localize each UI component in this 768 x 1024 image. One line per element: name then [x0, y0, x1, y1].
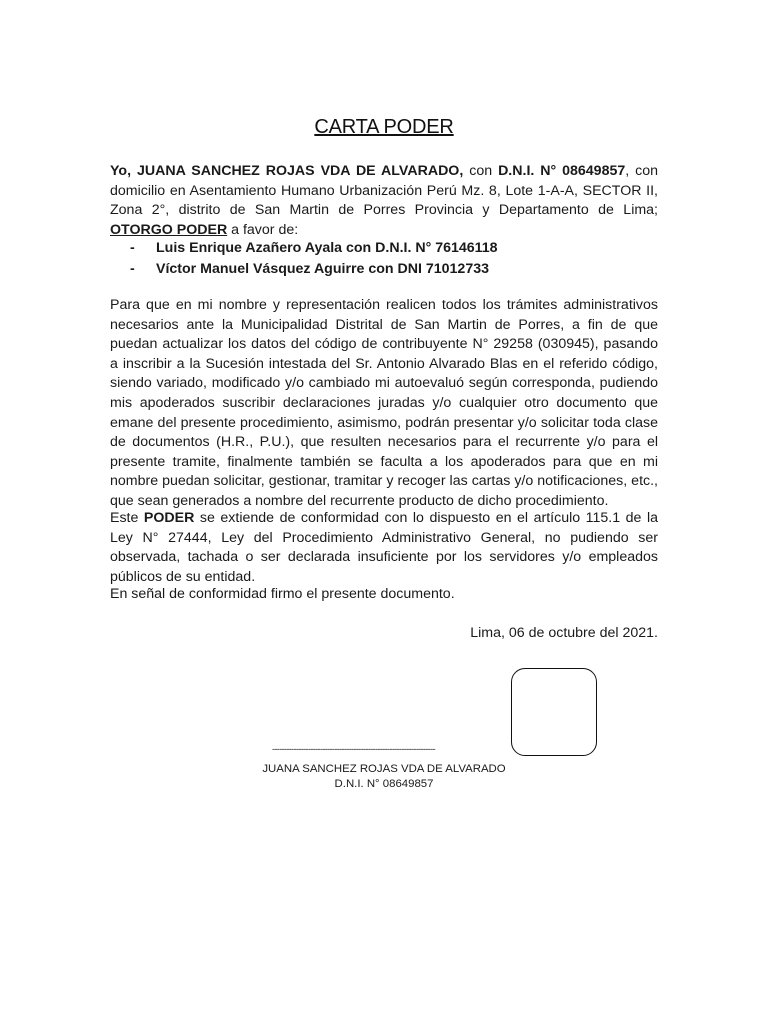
conformity-paragraph: En señal de conformidad firmo el presente documento.: [110, 586, 455, 602]
grantor-dni: D.N.I. N° 08649857: [498, 163, 626, 179]
intro-address: , con domicilio en Asentamiento Humano Urbanización Perú Mz. 8, Lote 1-A-A, SECTOR II, Zona 2°, distrito de San Martin de Porres Provincia y Departamento de Lima;: [110, 163, 659, 219]
otorgo-poder: OTORGO PODER: [110, 221, 228, 238]
signature-block: [0, 762, 768, 792]
p2-no-observada: no pudiendo ser observada, tachada o ser declarada insuficiente por los servidores y/o empleados públicos de su entidad.: [110, 529, 658, 585]
signer-name: JUANA SANCHEZ ROJAS VDA DE ALVARADO: [262, 763, 506, 775]
intro-con: con: [463, 163, 499, 179]
list-item: [130, 238, 498, 259]
p2-este: Este: [110, 510, 144, 526]
p2-law: se extiende de conformidad con lo dispuesto en el artículo 115.1 de la Ley N° 27444, Ley del Procedimiento Administrativo General,: [110, 510, 658, 546]
list-dash: -: [130, 261, 135, 277]
place-date: Lima, 06 de octubre del 2021.: [470, 625, 658, 641]
intro-paragraph: [110, 162, 658, 240]
signature-line: --------------------------------------------------------------------: [272, 744, 436, 754]
attorney-2: Víctor Manuel Vásquez Aguirre con DNI 71012733: [156, 261, 489, 277]
attorney-1: Luis Enrique Azañero Ayala con D.N.I. N° 76146118: [156, 240, 498, 256]
powers-paragraph: Para que en mi nombre y representación realicen todos los trámites administrativos necesarios ante la Municipalidad Distrital de San Martin de Porres, a fin de que puedan actualizar los datos del código de contribuyente N° 29258 (030945), pasando a inscribir a la Sucesión intestada del Sr. Antonio Alvarado Blas en el referido código, siendo variado, modificado y/o cambiado mi autoevaluó según corresponda, pudiendo mis apoderados suscribir declaraciones juradas y/o cualquier otro documento que emane del presente procedimiento, asimismo, podrán presentar y/o solicitar toda clase de documentos (H.R., P.U.), que resulten necesarios para el recurrente y/o para el presente tramite, finalmente también se faculta a los apoderados para que en mi nombre puedan solicitar, gestionar, tramitar y recoger las cartas y/o notificaciones, etc., que sean generados a nombre del recurrente producto de dicho procedimiento.: [110, 297, 658, 509]
p2-poder: PODER: [143, 510, 195, 526]
document-title: CARTA PODER: [314, 116, 454, 138]
attorneys-list: [130, 238, 498, 280]
intro-favor: a favor de:: [227, 221, 299, 238]
list-item: [130, 259, 498, 280]
legal-basis-paragraph: [110, 509, 658, 587]
grantor-name: Yo, JUANA SANCHEZ ROJAS VDA DE ALVARADO,: [110, 163, 464, 179]
fingerprint-box: [511, 668, 597, 756]
signer-dni: D.N.I. N° 08649857: [334, 778, 434, 790]
list-dash: -: [130, 240, 135, 256]
